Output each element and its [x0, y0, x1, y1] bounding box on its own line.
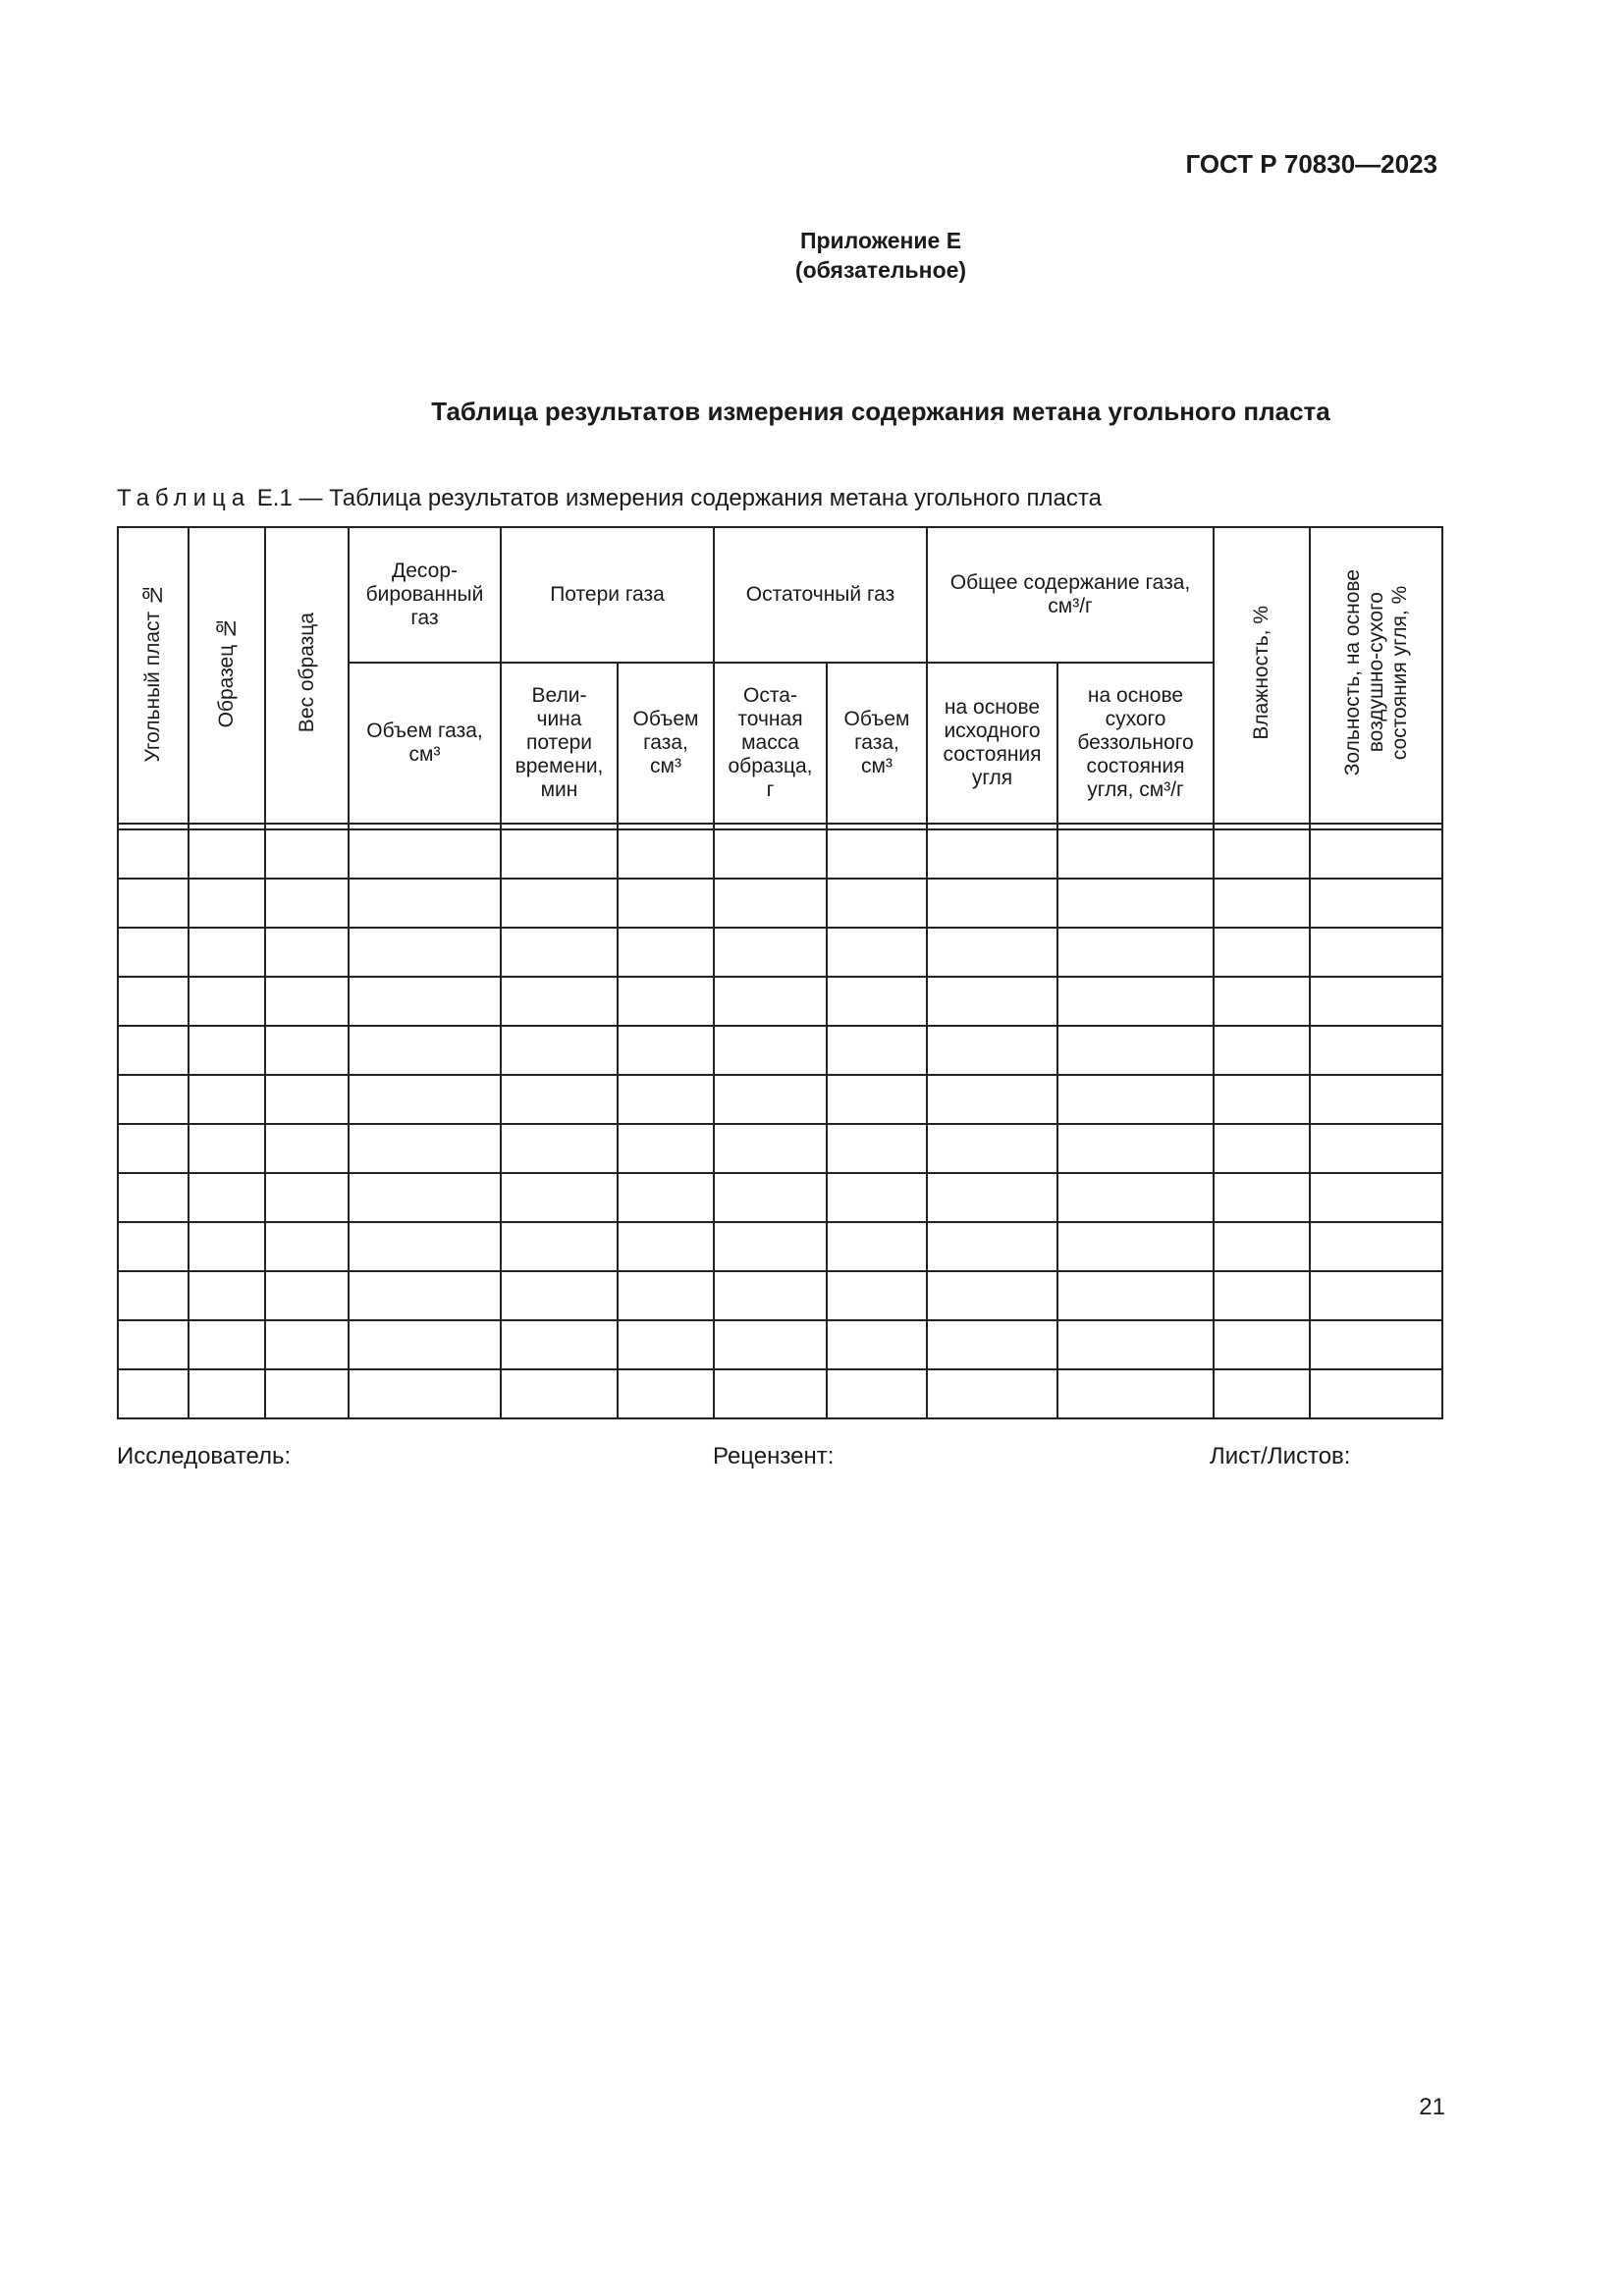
- section-heading-text: Таблица результатов измерения содержания метана угольного пласта: [431, 397, 1330, 426]
- table-cell: [501, 1075, 618, 1124]
- table-cell: [927, 1369, 1057, 1418]
- table-cell: [1214, 928, 1310, 977]
- table-cell: [189, 977, 265, 1026]
- header-residual: Остаточный газ: [714, 527, 927, 663]
- header-ash-text: Зольность, на основе воздушно-сухого состояния угля, %: [1340, 568, 1411, 776]
- table-cell: [349, 879, 501, 928]
- table-cell: [118, 1075, 189, 1124]
- table-cell: [1057, 1173, 1214, 1222]
- table-cell: [1057, 977, 1214, 1026]
- table-cell: [927, 829, 1057, 879]
- table-cell: [501, 977, 618, 1026]
- header-residual-volume: Объем газа, см³: [827, 663, 927, 824]
- table-cell: [714, 928, 827, 977]
- table-cell: [349, 1124, 501, 1173]
- header-row-1: [118, 527, 1442, 663]
- table-cell: [501, 1369, 618, 1418]
- table-row: [118, 1124, 1442, 1173]
- table-cell: [349, 1320, 501, 1369]
- table-cell: [349, 1075, 501, 1124]
- results-table: [117, 526, 1443, 1419]
- table-cell: [827, 1173, 927, 1222]
- table-cell: [265, 1026, 349, 1075]
- table-cell: [927, 1271, 1057, 1320]
- table-cell: [189, 879, 265, 928]
- table-cell: [618, 928, 714, 977]
- header-sample-text: Образец №: [215, 616, 238, 728]
- table-cell: [827, 1369, 927, 1418]
- table-cell: [714, 1026, 827, 1075]
- section-heading: [0, 397, 1624, 427]
- table-cell: [501, 928, 618, 977]
- table-cell: [1310, 1075, 1442, 1124]
- table-cell: [349, 1026, 501, 1075]
- researcher-label: Исследователь:: [117, 1443, 292, 1469]
- header-seam-text: Угольный пласт №: [141, 582, 164, 763]
- table-cell: [1214, 879, 1310, 928]
- table-row: [118, 1222, 1442, 1271]
- table-cell: [1057, 879, 1214, 928]
- table-cell: [189, 1124, 265, 1173]
- table-cell: [827, 829, 927, 879]
- table-caption: [117, 485, 1102, 512]
- header-total-dry: на основе сухого беззольного состояния угля, см³/г: [1057, 663, 1214, 824]
- table-cell: [189, 1222, 265, 1271]
- table-cell: [827, 1222, 927, 1271]
- appendix-block: [0, 226, 1624, 285]
- table-cell: [618, 1320, 714, 1369]
- table-cell: [927, 1026, 1057, 1075]
- table-cell: [118, 977, 189, 1026]
- table-cell: [618, 1369, 714, 1418]
- table-cell: [501, 1026, 618, 1075]
- header-ash: [1310, 527, 1442, 824]
- table-cell: [189, 1320, 265, 1369]
- document-code: ГОСТ Р 70830—2023: [1185, 149, 1437, 179]
- table-row: [118, 1369, 1442, 1418]
- table-cell: [927, 977, 1057, 1026]
- table-cell: [1214, 977, 1310, 1026]
- table-cell: [265, 1320, 349, 1369]
- table-row: [118, 829, 1442, 879]
- table-cell: [1057, 1369, 1214, 1418]
- table-cell: [265, 829, 349, 879]
- table-cell: [501, 1271, 618, 1320]
- table-cell: [1214, 1075, 1310, 1124]
- table-cell: [118, 1222, 189, 1271]
- table-cell: [1310, 829, 1442, 879]
- table-cell: [714, 1173, 827, 1222]
- table-cell: [1214, 1026, 1310, 1075]
- header-moisture-text: Влажность, %: [1250, 605, 1272, 740]
- table-cell: [349, 1173, 501, 1222]
- table-cell: [1214, 1173, 1310, 1222]
- table-cell: [189, 1026, 265, 1075]
- appendix-status: (обязательное): [794, 257, 967, 283]
- table-cell: [265, 1369, 349, 1418]
- table-cell: [1310, 1369, 1442, 1418]
- header-lost-time: Вели- чина потери времени, мин: [501, 663, 618, 824]
- table-cell: [618, 1075, 714, 1124]
- table-cell: [265, 1173, 349, 1222]
- table-cell: [618, 1271, 714, 1320]
- header-total-initial: на основе исходного состояния угля: [927, 663, 1057, 824]
- table-cell: [349, 829, 501, 879]
- table-cell: [827, 1320, 927, 1369]
- table-cell: [501, 879, 618, 928]
- table-cell: [1057, 829, 1214, 879]
- table-cell: [714, 1222, 827, 1271]
- table-cell: [618, 977, 714, 1026]
- table-cell: [265, 1271, 349, 1320]
- table-cell: [189, 829, 265, 879]
- header-desorbed: Десор- бированный газ: [349, 527, 501, 663]
- table-cell: [1057, 928, 1214, 977]
- table-cell: [714, 1124, 827, 1173]
- table-cell: [1214, 1369, 1310, 1418]
- header-lost-volume: Объем газа, см³: [618, 663, 714, 824]
- caption-text: Е.1 — Таблица результатов измерения содержания метана угольного пласта: [250, 485, 1102, 511]
- table-cell: [927, 1222, 1057, 1271]
- table-cell: [118, 879, 189, 928]
- header-moisture: [1214, 527, 1310, 824]
- table-cell: [189, 1075, 265, 1124]
- table-cell: [189, 1173, 265, 1222]
- table-cell: [349, 1369, 501, 1418]
- header-weight: [265, 527, 349, 824]
- table-cell: [1057, 1271, 1214, 1320]
- table-cell: [501, 1173, 618, 1222]
- table-cell: [827, 1075, 927, 1124]
- header-desorbed-volume: Объем газа, см³: [349, 663, 501, 824]
- table-row: [118, 1026, 1442, 1075]
- table-row: [118, 879, 1442, 928]
- table-row: [118, 1075, 1442, 1124]
- table-cell: [714, 879, 827, 928]
- table-cell: [714, 1369, 827, 1418]
- table-cell: [618, 1222, 714, 1271]
- table-cell: [501, 829, 618, 879]
- table-cell: [714, 829, 827, 879]
- table-cell: [827, 879, 927, 928]
- table-cell: [927, 1173, 1057, 1222]
- table-cell: [1310, 1173, 1442, 1222]
- table-cell: [349, 928, 501, 977]
- table-cell: [714, 1271, 827, 1320]
- table-cell: [618, 1173, 714, 1222]
- table-cell: [827, 977, 927, 1026]
- table-cell: [1310, 928, 1442, 977]
- table-cell: [927, 1320, 1057, 1369]
- table-cell: [265, 1124, 349, 1173]
- table-cell: [189, 1271, 265, 1320]
- sheet-count-label: Лист/Листов:: [1210, 1443, 1351, 1469]
- table-cell: [501, 1320, 618, 1369]
- table-cell: [265, 977, 349, 1026]
- table-cell: [1310, 1320, 1442, 1369]
- table-cell: [118, 1173, 189, 1222]
- table-cell: [927, 1075, 1057, 1124]
- table-cell: [349, 977, 501, 1026]
- table-cell: [1310, 1026, 1442, 1075]
- table-cell: [714, 977, 827, 1026]
- table-cell: [265, 1075, 349, 1124]
- table-cell: [1214, 1124, 1310, 1173]
- page-number: 21: [1419, 2094, 1445, 2120]
- table-cell: [1057, 1124, 1214, 1173]
- table-cell: [349, 1222, 501, 1271]
- table-cell: [927, 1124, 1057, 1173]
- table-cell: [927, 879, 1057, 928]
- header-total: Общее содержание газа, см³/г: [927, 527, 1214, 663]
- table-cell: [189, 928, 265, 977]
- table-cell: [265, 928, 349, 977]
- table-cell: [118, 1124, 189, 1173]
- header-residual-mass: Оста- точная масса образца, г: [714, 663, 827, 824]
- table-cell: [618, 879, 714, 928]
- table-cell: [1057, 1222, 1214, 1271]
- header-seam: [118, 527, 189, 824]
- table-cell: [118, 1026, 189, 1075]
- caption-word: Таблица: [117, 485, 251, 511]
- table-cell: [1057, 1075, 1214, 1124]
- table-cell: [1310, 1222, 1442, 1271]
- header-lost: Потери газа: [501, 527, 714, 663]
- table-row: [118, 977, 1442, 1026]
- table-cell: [618, 1124, 714, 1173]
- table-cell: [1057, 1320, 1214, 1369]
- table-cell: [1214, 1271, 1310, 1320]
- table-cell: [265, 879, 349, 928]
- table-cell: [1214, 829, 1310, 879]
- table-cell: [714, 1320, 827, 1369]
- header-weight-text: Вес образца: [295, 612, 318, 733]
- table-cell: [1214, 1320, 1310, 1369]
- table-cell: [265, 1222, 349, 1271]
- table-cell: [1214, 1222, 1310, 1271]
- table-row: [118, 1173, 1442, 1222]
- table-cell: [1310, 879, 1442, 928]
- table-cell: [618, 829, 714, 879]
- table-cell: [1310, 1124, 1442, 1173]
- table-cell: [189, 1369, 265, 1418]
- table-cell: [714, 1075, 827, 1124]
- table-cell: [827, 1026, 927, 1075]
- reviewer-label: Рецензент:: [713, 1443, 835, 1469]
- table-cell: [1057, 1026, 1214, 1075]
- appendix-title: Приложение Е: [799, 228, 962, 253]
- table-cell: [118, 1320, 189, 1369]
- table-cell: [349, 1271, 501, 1320]
- table-cell: [1310, 1271, 1442, 1320]
- table-cell: [501, 1124, 618, 1173]
- table-cell: [1310, 977, 1442, 1026]
- table-cell: [927, 928, 1057, 977]
- header-sample: [189, 527, 265, 824]
- table-cell: [827, 1271, 927, 1320]
- table-body: [118, 829, 1442, 1418]
- table-row: [118, 1320, 1442, 1369]
- table-cell: [118, 1271, 189, 1320]
- table-cell: [618, 1026, 714, 1075]
- table-cell: [118, 1369, 189, 1418]
- table-cell: [118, 928, 189, 977]
- table-cell: [501, 1222, 618, 1271]
- table-cell: [827, 1124, 927, 1173]
- table-row: [118, 1271, 1442, 1320]
- table-cell: [118, 829, 189, 879]
- table-cell: [827, 928, 927, 977]
- table-row: [118, 928, 1442, 977]
